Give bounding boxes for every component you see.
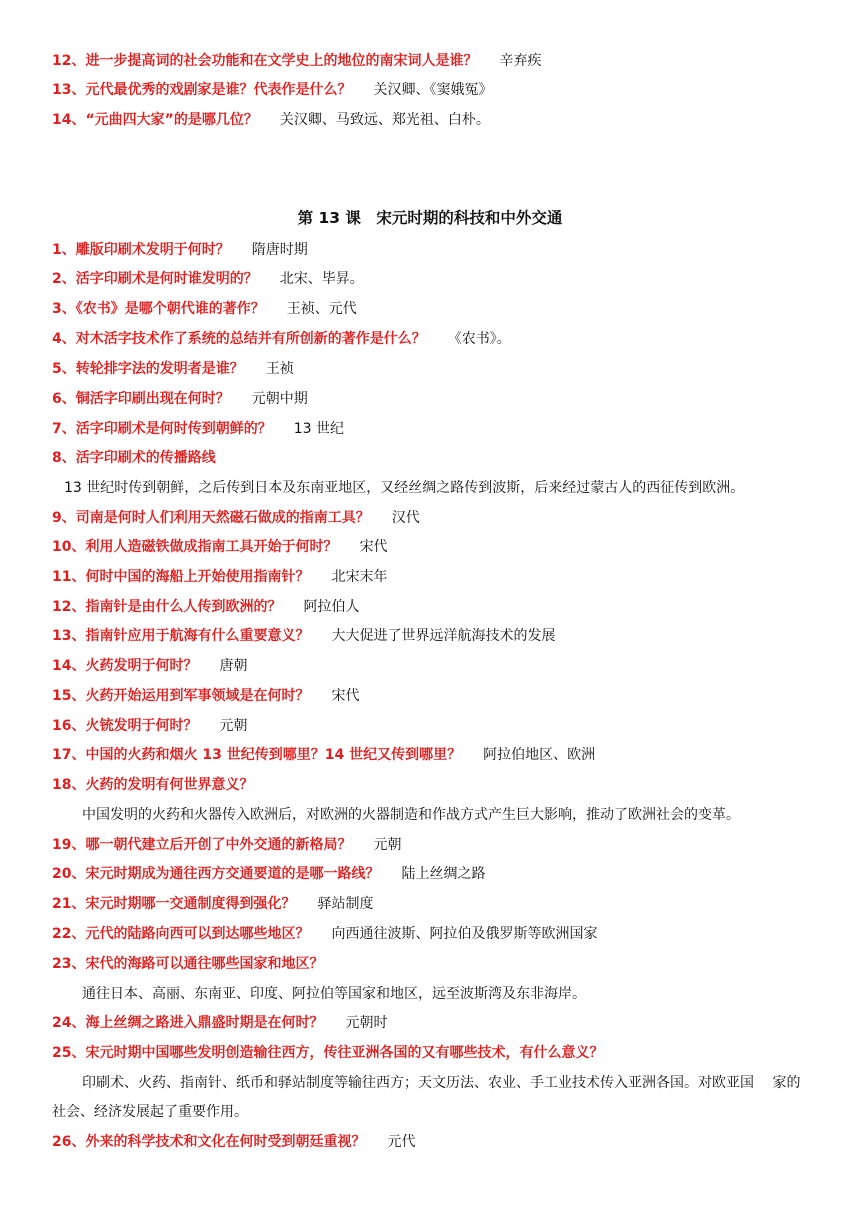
question-text: 2、活字印刷术是何时谁发明的？ — [52, 271, 258, 287]
qa-line-2 — [52, 269, 364, 289]
answer-text: 元朝中期 — [251, 391, 308, 407]
question-text: 7、活字印刷术是何时传到朝鲜的？ — [52, 421, 272, 437]
question-text: 12、进一步提高词的社会功能和在文学史上的地位的南宋词人是谁？ — [52, 53, 478, 69]
qa-line-top-13 — [52, 80, 492, 100]
qa-line-19 — [52, 835, 401, 855]
qa-line-15 — [52, 686, 359, 706]
qa-line-18 — [52, 775, 253, 795]
qa-line-20 — [52, 864, 485, 884]
question-text: 17、中国的火药和烟火 13 世纪传到哪里？14 世纪又传到哪里？ — [52, 747, 462, 763]
qa-line-1 — [52, 240, 308, 260]
answer-text: 向西通往波斯、阿拉伯及俄罗斯等欧洲国家 — [331, 926, 598, 942]
qa-line-9 — [52, 508, 420, 528]
qa-line-5 — [52, 359, 294, 379]
qa-line-6 — [52, 389, 308, 409]
question-text: 9、司南是何时人们利用天然磁石做成的指南工具？ — [52, 510, 370, 526]
question-text: 12、指南针是由什么人传到欧洲的？ — [52, 599, 282, 615]
answer-text: 驿站制度 — [317, 896, 374, 912]
answer-text: 大大促进了世界远洋航海技术的发展 — [331, 628, 556, 644]
qa-line-7 — [52, 419, 344, 439]
answer-paragraph-18: 中国发明的火药和火器传入欧洲后，对欧洲的火器制造和作战方式产生巨大影响，推动了欧洲社会的变革。 — [82, 807, 740, 823]
question-text: 23、宋代的海路可以通往哪些国家和地区？ — [52, 956, 324, 972]
answer-text: 元朝时 — [345, 1015, 388, 1031]
answer-text: 《农书》。 — [447, 331, 511, 347]
answer-text: 隋唐时期 — [251, 242, 308, 258]
answer-text: 关汉卿、《窦娥冤》 — [373, 82, 493, 98]
answer-paragraph-8: 13 世纪时传到朝鲜，之后传到日本及东南亚地区，又经丝绸之路传到波斯，后来经过蒙古人的西征传到欧洲。 — [64, 480, 745, 496]
qa-line-4 — [52, 329, 511, 349]
answer-text: 唐朝 — [219, 658, 248, 674]
question-text: 19、哪一朝代建立后开创了中外交通的新格局？ — [52, 837, 352, 853]
question-text: 1、雕版印刷术发明于何时？ — [52, 242, 230, 258]
answer-text: 北宋、毕昇。 — [279, 271, 364, 287]
answer-paragraph-25-line1: 印刷术、火药、指南针、纸币和驿站制度等输往西方；天文历法、农业、手工业技术传入亚洲各国。对欧亚国 家的 — [82, 1075, 801, 1091]
question-text: 22、元代的陆路向西可以到达哪些地区？ — [52, 926, 310, 942]
answer-text: 元朝 — [219, 718, 248, 734]
answer-text: 宋代 — [331, 688, 360, 704]
qa-line-21 — [52, 894, 373, 914]
answer-text: 汉代 — [391, 510, 420, 526]
answer-text: 北宋末年 — [331, 569, 388, 585]
question-text: 25、宋元时期中国哪些发明创造输往西方，传往亚洲各国的又有哪些技术，有什么意义？ — [52, 1045, 604, 1061]
qa-line-17 — [52, 745, 595, 765]
qa-line-26 — [52, 1132, 415, 1152]
question-text: 20、宋元时期成为通往西方交通要道的是哪一路线？ — [52, 866, 380, 882]
qa-line-24 — [52, 1013, 387, 1033]
qa-line-8 — [52, 448, 216, 468]
question-text: 4、对木活字技术作了系统的总结并有所创新的著作是什么？ — [52, 331, 426, 347]
question-text: 14、火药发明于何时？ — [52, 658, 198, 674]
answer-paragraph-25-line2: 社会、经济发展起了重要作用。 — [52, 1104, 248, 1120]
answer-text: 陆上丝绸之路 — [401, 866, 486, 882]
lesson-title: 第 13 课 宋元时期的科技和中外交通 — [297, 209, 563, 227]
qa-line-13 — [52, 626, 555, 646]
answer-text: 王祯 — [265, 361, 294, 377]
question-text: 5、转轮排字法的发明者是谁？ — [52, 361, 244, 377]
qa-line-top-12 — [52, 51, 541, 71]
question-text: 10、利用人造磁铁做成指南工具开始于何时？ — [52, 539, 338, 555]
qa-line-14 — [52, 656, 247, 676]
answer-text: 元代 — [387, 1134, 416, 1150]
question-text: 18、火药的发明有何世界意义？ — [52, 777, 254, 793]
answer-text: 元朝 — [373, 837, 402, 853]
answer-text: 关汉卿、马致远、郑光祖、白朴。 — [279, 112, 490, 128]
qa-line-12 — [52, 597, 359, 617]
qa-line-top-14 — [52, 110, 490, 130]
answer-text: 13 世纪 — [293, 421, 345, 437]
answer-text: 宋代 — [359, 539, 388, 555]
qa-line-22 — [52, 924, 597, 944]
question-text: 11、何时中国的海船上开始使用指南针？ — [52, 569, 310, 585]
qa-line-25 — [52, 1043, 603, 1063]
qa-line-23 — [52, 954, 323, 974]
question-text: 21、宋元时期哪一交通制度得到强化？ — [52, 896, 296, 912]
answer-text: 王祯、元代 — [286, 301, 357, 317]
question-text: 26、外来的科学技术和文化在何时受到朝廷重视？ — [52, 1134, 366, 1150]
question-text: 6、铜活字印刷出现在何时？ — [52, 391, 230, 407]
question-text: 13、指南针应用于航海有什么重要意义？ — [52, 628, 310, 644]
question-text: 15、火药开始运用到军事领域是在何时？ — [52, 688, 310, 704]
answer-paragraph-23: 通往日本、高丽、东南亚、印度、阿拉伯等国家和地区，远至波斯湾及东非海岸。 — [82, 986, 586, 1002]
qa-line-10 — [52, 537, 387, 557]
question-text: 14、“元曲四大家”的是哪几位？ — [52, 112, 258, 128]
question-text: 3、《农书》是哪个朝代谁的著作？ — [52, 301, 265, 317]
question-text: 8、活字印刷术的传播路线 — [52, 450, 216, 466]
qa-line-11 — [52, 567, 387, 587]
answer-text: 辛弃疾 — [499, 53, 542, 69]
qa-line-16 — [52, 716, 247, 736]
question-text: 16、火铳发明于何时？ — [52, 718, 198, 734]
question-text: 13、元代最优秀的戏剧家是谁？代表作是什么？ — [52, 82, 352, 98]
answer-text: 阿拉伯人 — [303, 599, 360, 615]
qa-line-3 — [52, 299, 357, 319]
answer-text: 阿拉伯地区、欧洲 — [483, 747, 596, 763]
question-text: 24、海上丝绸之路进入鼎盛时期是在何时？ — [52, 1015, 324, 1031]
